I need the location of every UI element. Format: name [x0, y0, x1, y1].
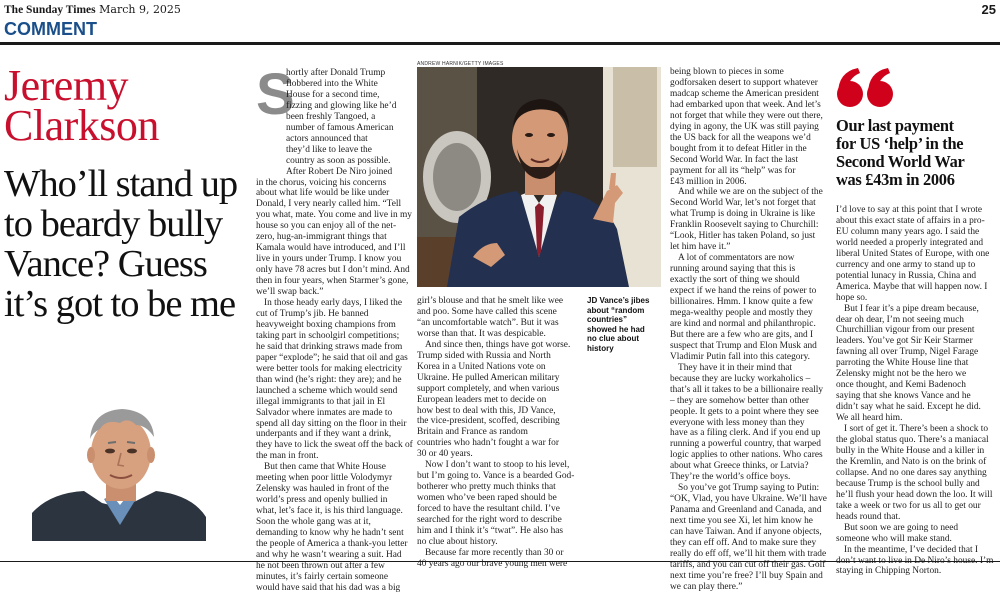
body-line: Korea in a United Nations vote on [417, 361, 546, 372]
body-line: Soon the whole gang was at it, [256, 517, 371, 528]
body-line: didn’t say what he said. Except he did. [836, 402, 981, 413]
body-line: But there are a few who are gits, and I [670, 329, 814, 340]
body-line: and poo. Some have called this scene [417, 306, 557, 317]
body-line: payment for all its “help” was for [670, 165, 796, 176]
body-line: They’re the world’s office boys. [670, 472, 791, 483]
body-line: £43 million in 2006. [670, 176, 747, 187]
body-line: house so you can enjoy all of the net- [256, 221, 397, 232]
body-line: being blown to pieces in some [670, 67, 784, 77]
headline: Who’ll stand up to beardy bully Vance? Guess it’s got to be me [4, 163, 238, 325]
drop-cap: S [256, 62, 295, 127]
body-line: taking part in schoolgirl competitions; [256, 330, 400, 341]
body-line: madcap scheme the American president [670, 88, 819, 99]
body-line: they can eff off. And to make sure they [670, 537, 817, 548]
body-line: he said that drinking straws made from [256, 341, 403, 352]
body-line: world needed a properly integrated and [836, 237, 984, 248]
body-line: minutes, it’s fairly certain someone [256, 571, 388, 582]
body-line: Kamala would have introduced, and I’ll [256, 243, 406, 254]
body-line: people. It gets to a point where they see [670, 406, 819, 417]
masthead [4, 2, 996, 18]
body-line: House for a second time, [286, 89, 380, 100]
body-line: potential lunacy in Russia, China and [836, 270, 977, 281]
body-line: meeting when poor little Volodymyr [256, 473, 393, 484]
body-line: They have it in their mind that [678, 362, 793, 373]
section-title: COMMENT [4, 19, 97, 39]
body-line: liberal United States of Europe, with one [836, 248, 990, 259]
body-line: expect if we hand the reins of power to [670, 286, 817, 297]
body-line: the people of America a thank-you letter [256, 538, 408, 549]
footer-rule [0, 561, 1000, 562]
body-line: America. Maybe that will happen now. I [836, 281, 988, 292]
body-line: Ukraine. He pulled American military [417, 372, 560, 383]
body-line: everyone with less money than they [670, 417, 805, 428]
body-line: launched a scheme which would send [256, 385, 398, 396]
body-line: Second World War, let’s not forget that [670, 198, 816, 209]
body-line: because they are lucky workaholics – [670, 373, 811, 384]
body-line: running a powerful country, that warped [670, 439, 821, 450]
body-line: dying in agony, the UK was still paying [670, 121, 819, 132]
body-line: logic applies to other nations. Who cares [670, 450, 823, 461]
body-line: illegal immigrants to that jail in El [256, 396, 386, 407]
body-line: live in yours under Trump. I know you [256, 254, 402, 265]
body-line: he not been thrown out after a few [256, 560, 385, 571]
body-line: bully in the White House and a killer in [836, 445, 985, 456]
body-line: would have said that his dad was a big [256, 582, 401, 593]
author-name-line: Jeremy [4, 61, 129, 110]
body-line: godforsaken desert to support whatever [670, 77, 818, 88]
body-line: heads round that. [836, 511, 901, 522]
body-line: forced to have the resultant child. I’ve [417, 504, 560, 515]
body-line: country as soon as possible. [286, 155, 391, 166]
body-line: next time you’re free? I’ll buy Spain and [670, 570, 823, 581]
body-line: underpants and if they want a drink, [256, 429, 392, 440]
body-line: “OK, Vlad, you have Ukraine. We’ll have [670, 494, 827, 505]
photo-caption [587, 296, 665, 353]
body-line: cut of Trump’s jib. He banned [256, 308, 369, 319]
body-line: Zelensky might not be the hero we [836, 369, 967, 380]
body-column-1 [256, 62, 413, 594]
body-line: no clue about history. [417, 536, 498, 547]
body-line: But then came that White House [264, 462, 386, 473]
body-line: what, let’s face it, is his third language. [256, 506, 403, 517]
newspaper-name: The Sunday Times [4, 4, 96, 16]
body-line: leaders. You’ve got Sir Keir Starmer [836, 336, 973, 347]
body-line: parroting the White House line that [836, 358, 969, 369]
body-line: fawning all over Trump, Nigel Farage [836, 347, 979, 358]
pull-quote-line: for US ‘help’ in the [836, 134, 964, 153]
body-line: actors announced that [286, 133, 368, 144]
body-line: suspect that Trump and Elon Musk and [670, 340, 817, 351]
body-line: – they are somehow better than other [670, 395, 810, 406]
body-line: zero, hug-an-immigrant things that [256, 232, 387, 243]
body-line: In the meantime, I’ve decided that I [844, 544, 979, 555]
body-line: 30 or 40 years. [417, 449, 473, 460]
body-line: paper “explode”; he said that oil and gas [256, 352, 408, 363]
author-name-line: Clarkson [4, 101, 159, 150]
body-line: because Trump is the school bully and [836, 478, 980, 489]
body-line: that’s all it takes to be a billionaire really [670, 384, 824, 395]
body-line: how best to deal with this, JD Vance, [417, 405, 556, 416]
body-line: Vladimir Putin fall into this category. [670, 351, 810, 362]
body-line: EU column many years ago. I said the [836, 226, 980, 237]
body-line: But soon we are going to need [844, 522, 959, 533]
body-line: Franklin Roosevelt saying to Churchill: [670, 220, 819, 231]
body-line: European leaders met to decide on [417, 394, 547, 405]
body-line: were better tools for making electricity [256, 363, 403, 374]
pull-quote-line: Second World War [836, 152, 965, 171]
body-line: take a week or two for us all to get our [836, 500, 981, 511]
body-line: what Trump is doing in Ukraine is like [670, 209, 816, 220]
body-line: and why he wasn’t wearing a suit. Had [256, 549, 402, 560]
body-line: Panama and Greenland and Canada, and [670, 505, 822, 516]
body-line: been freshly Tangoed, a [286, 111, 376, 122]
photo-credit: ANDREW HARNIK/GETTY IMAGES [417, 61, 504, 67]
body-line: but I’m going to. Vance is a bearded God- [417, 471, 575, 482]
author-portrait-illustration [32, 395, 206, 541]
body-line: botherer who pretty much thinks that [417, 482, 556, 493]
body-line: the Kremlin, and Nato is on the brink of [836, 456, 987, 467]
body-line: demanding to know why he hadn’t sent [256, 528, 404, 539]
body-line: Trump sided with Russia and North [417, 350, 551, 361]
body-line: worse than that. It was despicable. [417, 328, 546, 339]
body-line: After Robert De Niro joined [286, 166, 393, 177]
pull-quote-line: was £43m in 2006 [836, 170, 955, 189]
body-line: I sort of get it. There’s been a shock to [844, 424, 989, 435]
body-line: he’ll flush your head down the loo. It will [836, 489, 993, 500]
body-line: collapse. And no one dares say anything [836, 467, 987, 478]
body-line: fizzing and glowing like he’d [286, 100, 397, 111]
body-line: next time you see Xi, let him know he [670, 516, 813, 527]
body-line: Zelensky was hauled in front of the [256, 484, 389, 495]
body-line: tariffs, and you can cut off their gas. Golf [670, 559, 826, 570]
body-line: And since then, things have got worse. [425, 339, 571, 350]
body-line: are kind and normal and philanthropic. [670, 318, 816, 329]
body-line: let him have it.” [670, 242, 731, 253]
body-line: about this exact state of affairs in a pro- [836, 215, 985, 226]
body-line: But I fear it’s a pipe dream because, [844, 303, 979, 314]
body-line: A lot of commentators are now [678, 253, 795, 264]
author-name [4, 61, 159, 150]
body-line: I’d love to say at this point that I wrote [836, 205, 983, 215]
body-line: running around saying that this is [670, 264, 796, 275]
body-line: countries who hadn’t fought a war for [417, 438, 559, 449]
body-line: Salvador where inmates are made to [256, 407, 393, 418]
body-line: not forget that while they were out there, [670, 110, 823, 121]
body-line: women who’ve been raped should be [417, 493, 557, 504]
body-line: the global status quo. There’s a maniacal [836, 435, 989, 446]
body-line: exactly the sort of thing we should [670, 275, 800, 286]
vance-photo [417, 67, 661, 287]
body-line: really do eff off, we’ll hit them with trade [670, 548, 827, 559]
body-line: 40 years ago our brave young men were [417, 558, 568, 569]
body-line: in the chorus, voicing his concerns [256, 177, 387, 188]
body-line: bought from it to defeat Hitler in the [670, 143, 807, 154]
body-column-4 [836, 205, 996, 577]
body-line: they have to lick the sweat off the back of [256, 440, 413, 451]
caption-line: about “random [587, 305, 645, 315]
header-rule [0, 42, 1000, 45]
body-line: searched for the right word to describe [417, 515, 562, 526]
body-line: dear oh dear, I’m not seeing much [836, 314, 964, 325]
body-line: support completely, and when various [417, 383, 560, 394]
body-line: only have 78 acres but I don’t mind. And [256, 265, 410, 276]
pull-quote-line: Our last payment [836, 116, 954, 135]
body-line: about what Greece thinks, or Latvia? [670, 461, 809, 472]
author-portrait [32, 395, 206, 541]
body-line: And while we are on the subject of the [678, 187, 823, 198]
body-line: hope so. [836, 292, 868, 303]
body-line: saying that she knows Vance and he [836, 391, 971, 402]
body-line: had embarked upon that week. And let’s [670, 99, 821, 110]
body-line: have as a filing clerk. And if you end up [670, 428, 821, 439]
body-line: him and I think it’s “twat”. He also has [417, 526, 564, 537]
body-line: don’t want to live in De Niro’s house. I’m [836, 555, 994, 566]
page-number: 25 [981, 2, 996, 17]
body-line: the US back for all the weapons we’d [670, 132, 811, 143]
body-line: can have Taiwan. And if anyone objects, [670, 527, 822, 538]
body-line: the man in front. [256, 451, 319, 462]
body-line: they’d like to leave the [286, 144, 372, 155]
body-line: heavyweight boxing champions from [256, 319, 396, 330]
body-line: Churchillian vigour from our present [836, 325, 975, 336]
body-line: then in four years, when Starmer’s gone, [256, 276, 409, 287]
body-line: about what life would be like under [256, 188, 390, 199]
body-line: We all heard him. [836, 413, 903, 424]
body-line: once thought, and Kemi Badenoch [836, 380, 966, 391]
caption-line: history [587, 343, 614, 353]
body-line: Donald, I very nearly called him. “Tell [256, 199, 402, 210]
body-line: billionaires. Hmm. I know quite a few [670, 297, 814, 308]
body-line: In those heady early days, I liked the [264, 298, 402, 309]
body-line: staying in Chipping Norton. [836, 566, 942, 577]
body-line: world’s press and openly bullied in [256, 495, 388, 506]
body-column-3 [670, 67, 830, 593]
body-line: we’ll swap back.” [256, 287, 324, 298]
caption-line: countries” [587, 315, 628, 324]
body-line: “an uncomfortable watch”. But it was [417, 317, 559, 328]
caption-line: showed he had [587, 324, 645, 334]
masthead-dateline [4, 3, 181, 16]
issue-date: March 9, 2025 [99, 3, 181, 16]
body-line: hortly after Donald Trump [286, 68, 386, 78]
body-line: Because far more recently than 30 or [425, 547, 564, 558]
caption-line: JD Vance’s jibes [587, 296, 650, 305]
body-line: flobbered into the White [286, 78, 378, 89]
body-line: spend all day sitting on the floor in their [256, 418, 407, 429]
body-line: mega-wealthy people and mostly they [670, 307, 813, 318]
pull-quote [836, 117, 996, 189]
caption-line: no clue about [587, 334, 639, 343]
quote-mark-icon [836, 66, 896, 110]
body-line: currency and one army to stand up to [836, 259, 976, 270]
body-column-2 [417, 296, 582, 570]
body-line: the vice-president, scoffed, describing [417, 416, 560, 427]
body-line: “Look, Hitler has taken Poland, so just [670, 231, 816, 242]
body-line: number of famous American [286, 122, 394, 133]
body-line: So you’ve got Trump saying to Putin: [678, 483, 820, 494]
body-line: we can play there.” [670, 581, 743, 592]
body-line: girl’s blouse and that he smelt like wee [417, 296, 564, 306]
vance-photo-illustration [417, 67, 661, 287]
body-line: someone who will make stand. [836, 533, 952, 544]
body-line: Britain and France as random [417, 427, 528, 438]
body-line: Second World War. In fact the last [670, 154, 799, 165]
body-line: than wind (he’s right: they are); and he [256, 374, 402, 385]
body-line: Now I don’t want to stoop to his level, [425, 460, 570, 471]
body-line: you what, mate. You come and live in my [256, 210, 412, 221]
